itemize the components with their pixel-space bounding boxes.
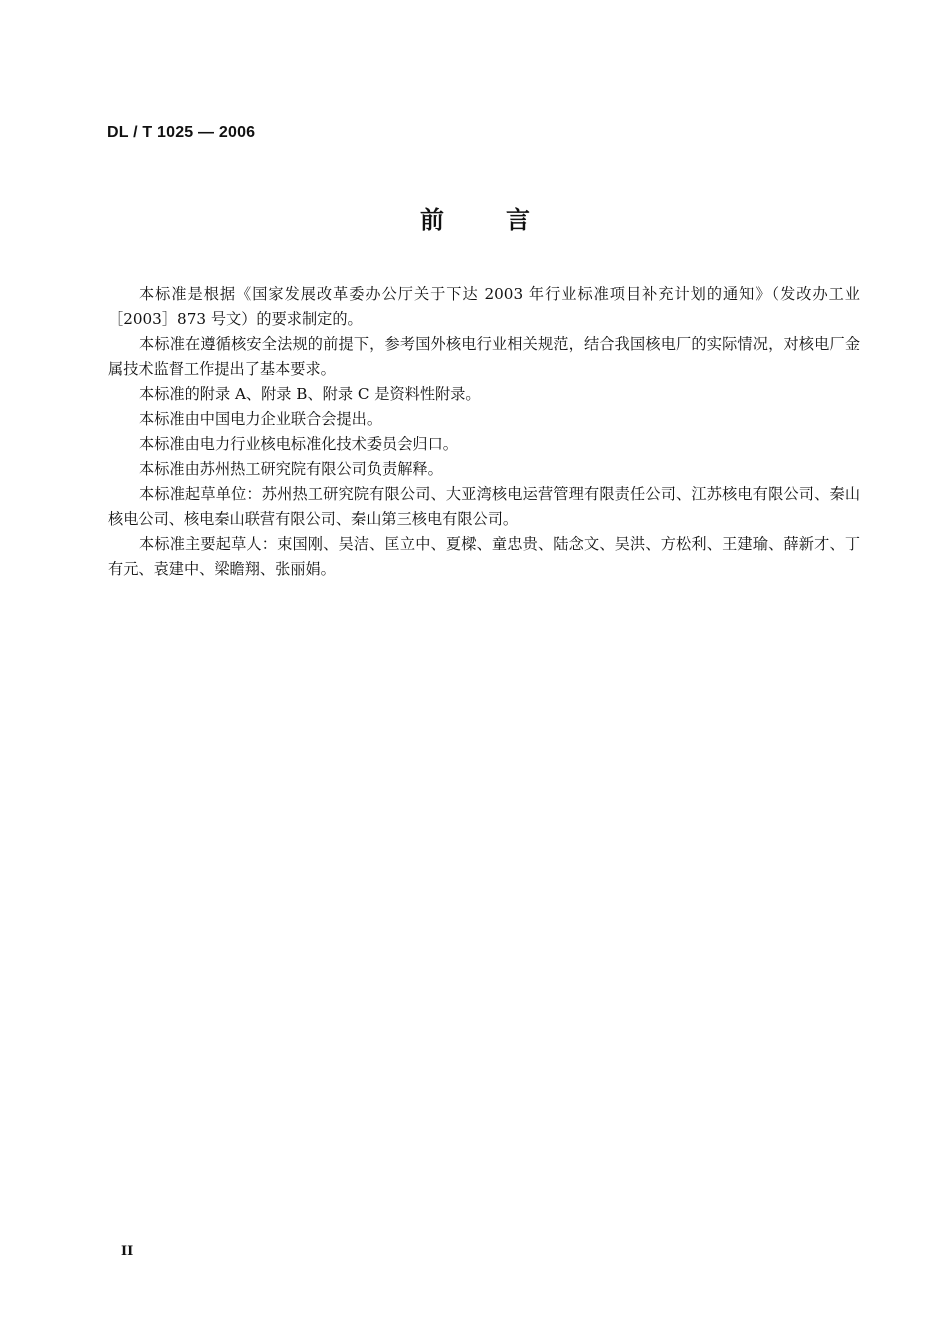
paragraph-scope: 本标准在遵循核安全法规的前提下，参考国外核电行业相关规范，结合我国核电厂的实际情况，对核电厂金属技术监督工作提出了基本要求。 bbox=[108, 335, 860, 378]
paragraph-drafters: 本标准主要起草人：束国刚、吴洁、匡立中、夏樑、童忠贵、陆念文、吴洪、方松利、王建瑜、薛新才、丁有元、袁建中、梁瞻翔、张丽娟。 bbox=[108, 535, 860, 578]
title-char-1: 前 bbox=[420, 206, 444, 234]
page-number: II bbox=[121, 1244, 134, 1259]
standard-code: DL / T 1025 — 2006 bbox=[107, 124, 256, 141]
paragraph-basis: 本标准是根据《国家发展改革委办公厅关于下达 2003 年行业标准项目补充计划的通知》（发改办工业［2003］873 号文）的要求制定的。 bbox=[108, 285, 860, 328]
paragraph-interpretation: 本标准由苏州热工研究院有限公司负责解释。 bbox=[139, 460, 443, 478]
paragraph-proposer: 本标准由中国电力企业联合会提出。 bbox=[139, 410, 382, 428]
page-title bbox=[0, 203, 950, 237]
title-char-2: 言 bbox=[506, 206, 530, 234]
foreword-body bbox=[108, 282, 860, 582]
paragraph-centralized: 本标准由电力行业核电标准化技术委员会归口。 bbox=[139, 435, 458, 453]
paragraph-drafting-units: 本标准起草单位：苏州热工研究院有限公司、大亚湾核电运营管理有限责任公司、江苏核电有限公司、秦山核电公司、核电秦山联营有限公司、秦山第三核电有限公司。 bbox=[108, 485, 860, 528]
paragraph-appendix: 本标准的附录 A、附录 B、附录 C 是资料性附录。 bbox=[139, 385, 481, 403]
